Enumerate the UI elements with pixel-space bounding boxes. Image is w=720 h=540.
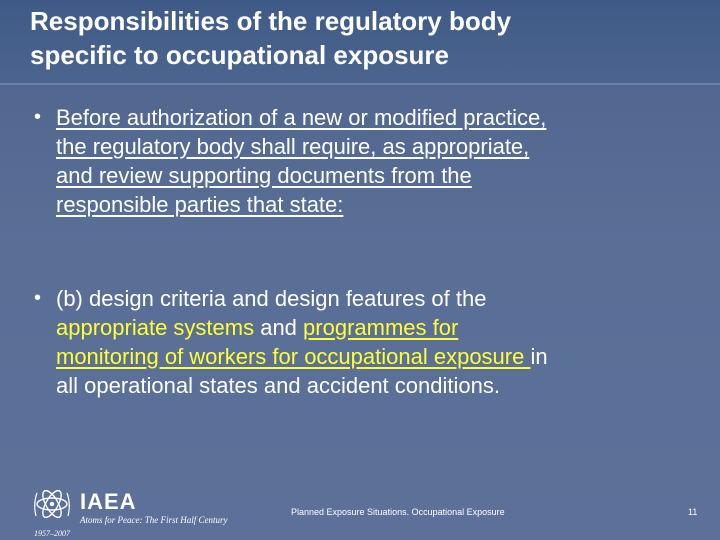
bullet-line <box>56 342 696 371</box>
title-line: Responsibilities of the regulatory body <box>30 6 512 36</box>
logo-tagline: Atoms for Peace: The First Half Century <box>80 515 228 525</box>
bullet-line: all operational states and accident conditions. <box>56 373 500 398</box>
slide-title <box>30 4 710 72</box>
bullet-text <box>56 284 696 400</box>
footer <box>0 478 720 540</box>
bullet-line: responsible parties that state: <box>56 192 344 217</box>
logo-years: 1957–2007 <box>34 529 70 538</box>
highlight-link-text: programmes for <box>303 315 459 340</box>
footer-caption: Planned Exposure Situations. Occupational Exposure <box>291 507 505 517</box>
bullet-line: and review supporting documents from the <box>56 163 472 188</box>
plain-text: in <box>530 344 548 369</box>
bullet-line: (b) design criteria and design features of the <box>56 286 487 311</box>
bullet-line: the regulatory body shall require, as appropriate, <box>56 134 530 159</box>
iaea-emblem-icon <box>30 486 74 522</box>
page-number: 11 <box>688 507 698 517</box>
bullet-text <box>56 103 696 219</box>
title-line: specific to occupational exposure <box>30 40 449 70</box>
bullet-line <box>56 313 696 342</box>
highlight-text: appropriate systems <box>56 315 255 340</box>
highlight-link-text: monitoring of workers for occupational exposure <box>56 344 531 369</box>
bullet-dot-icon: • <box>34 287 42 309</box>
bullet-line: Before authorization of a new or modified practice, <box>56 105 547 130</box>
title-divider <box>0 83 720 85</box>
logo-wordmark: IAEA <box>80 489 137 514</box>
bullet-dot-icon: • <box>34 106 42 128</box>
plain-text: and <box>254 315 304 340</box>
